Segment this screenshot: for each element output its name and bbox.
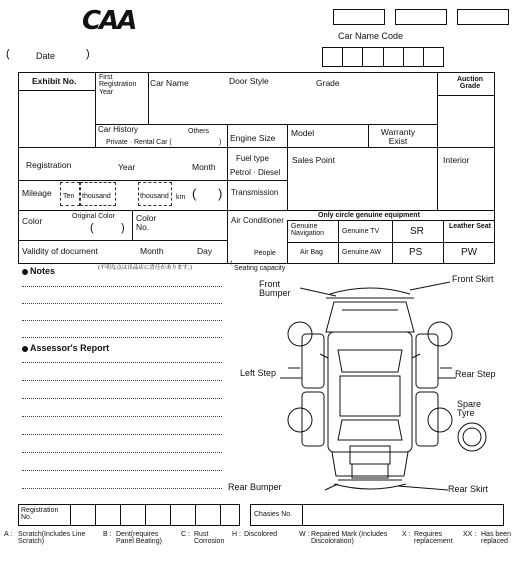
genuine-aw-label: Genuine AW <box>342 249 382 256</box>
grade-label: Grade <box>316 78 340 88</box>
registration-label: Registration <box>26 160 72 170</box>
others-label: Others <box>188 128 210 135</box>
mileage-thousand-label-2: thousand <box>140 193 169 200</box>
validity-day-label: Day <box>197 246 213 256</box>
legend-code-b: B : <box>103 531 112 538</box>
legend-text-h: Discolored <box>244 531 278 538</box>
legend-text-xx: Has been replaced <box>481 531 511 546</box>
notes-line[interactable] <box>22 303 222 304</box>
assessor-line[interactable] <box>22 488 222 489</box>
front-bumper-label: Front Bumper <box>259 279 291 299</box>
header-box-1[interactable] <box>333 9 385 25</box>
people-label: People <box>254 250 276 257</box>
legend-text-a: Scratch(Includes Line Scratch) <box>18 531 86 546</box>
date-label: Date <box>36 51 56 61</box>
sales-point-label: Sales Point <box>292 155 335 165</box>
assessor-line[interactable] <box>22 380 222 381</box>
original-color-label: Original Color <box>72 213 115 220</box>
date-paren-open: ( <box>6 48 10 60</box>
auction-grade-label: Auction Grade <box>456 76 484 91</box>
car-damage-diagram[interactable] <box>280 272 529 502</box>
assessor-line[interactable] <box>22 398 222 399</box>
mileage-ten-label: Ten <box>63 193 75 200</box>
validity-label: Validity of document <box>22 246 98 256</box>
legend-code-x: X : <box>402 531 411 538</box>
color-label: Color <box>22 216 43 226</box>
notes-line[interactable] <box>22 337 222 338</box>
door-style-label: Door Style <box>229 76 269 86</box>
registration-year-label: Year <box>118 162 136 172</box>
mileage-label: Mileage <box>22 188 52 198</box>
registration-no-label: Registration No. <box>21 507 59 522</box>
car-name-code-label: Car Name Code <box>338 31 404 41</box>
rear-skirt-label: Rear Skirt <box>448 484 489 494</box>
model-label: Model <box>291 128 315 138</box>
warranty-exist-label: Warranty Exist <box>380 127 416 146</box>
genuine-tv-label: Genuine TV <box>342 228 380 235</box>
notes-line[interactable] <box>22 286 222 287</box>
notes-header <box>22 266 55 276</box>
private-rental-close: ) <box>219 139 222 146</box>
original-color-paren-open: ( <box>90 222 94 234</box>
car-history-label: Car History <box>98 125 139 134</box>
notes-title: Notes <box>30 266 56 276</box>
mileage-thousand-label: thousand <box>82 193 111 200</box>
caa-logo: CAA <box>82 6 136 36</box>
legend-code-a: A : <box>4 531 13 538</box>
private-rental-label: Private · Rental Car ( <box>106 139 172 146</box>
assessor-header <box>22 343 109 353</box>
legend-text-w: Repaired Mark (Includes Discoloration) <box>311 531 388 546</box>
pw-label: PW <box>461 247 478 258</box>
assessor-title: Assessor's Report <box>30 343 110 353</box>
assessor-line[interactable] <box>22 416 222 417</box>
legend-code-xx: XX : <box>463 531 477 538</box>
only-circle-genuine-label: Only circle genuine equipment <box>318 212 420 219</box>
assessor-line[interactable] <box>22 452 222 453</box>
mileage-paren-close: ) <box>218 186 223 201</box>
ps-label: PS <box>409 247 423 258</box>
engine-size-label: Engine Size <box>230 133 276 143</box>
petrol-diesel-label: Petrol · Diesel <box>230 168 281 177</box>
notes-line[interactable] <box>22 320 222 321</box>
notes-bullet-icon <box>22 269 28 275</box>
registration-month-label: Month <box>192 162 216 172</box>
left-step-label: Left Step <box>240 368 277 378</box>
car-name-code-boxes[interactable] <box>322 47 444 67</box>
sr-label: SR <box>410 226 424 237</box>
legend-code-w: W : <box>299 531 310 538</box>
interior-label: Interior <box>443 155 470 165</box>
legend-text-b: Dent(requires Panel Beating) <box>116 531 162 546</box>
assessor-bullet-icon <box>22 346 28 352</box>
mileage-km-label: km <box>176 194 186 201</box>
assessor-line[interactable] <box>22 470 222 471</box>
leather-seat-label: Leather Seat <box>448 223 492 230</box>
rear-bumper-label: Rear Bumper <box>228 482 282 492</box>
validity-month-label: Month <box>140 246 164 256</box>
front-skirt-label: Front Skirt <box>452 274 494 284</box>
genuine-navigation-label: Genuine Navigation <box>291 223 325 238</box>
legend-text-c: Rust Corrosion <box>194 531 225 546</box>
air-bag-label: Air Bag <box>300 249 323 256</box>
legend-text-x: Requires replacement <box>414 531 453 546</box>
seating-capacity-label: Seating capacity <box>234 265 286 272</box>
chassis-no-label: Chasies No. <box>254 511 293 518</box>
header-box-2[interactable] <box>395 9 447 25</box>
original-color-paren-close: ) <box>121 222 125 234</box>
car-name-label: Car Name <box>150 78 189 88</box>
notes-hint: (不明な点は出品店に責任があります。) <box>98 265 192 271</box>
assessor-line[interactable] <box>22 362 222 363</box>
legend-code-h: H : <box>232 531 241 538</box>
rear-step-label: Rear Step <box>455 369 496 379</box>
first-registration-year-label: First Registration Year <box>99 74 137 96</box>
date-paren-close: ) <box>86 48 90 60</box>
air-conditioner-label: Air Conditioner <box>231 216 284 225</box>
spare-tyre-label: Spare Tyre <box>457 399 482 419</box>
assessor-line[interactable] <box>22 434 222 435</box>
fuel-type-label: Fuel type <box>236 154 269 163</box>
seating-capacity-arrow: ↑ <box>229 258 233 267</box>
header-box-3[interactable] <box>457 9 509 25</box>
color-no-label: Color No. <box>136 213 157 232</box>
legend-code-c: C : <box>181 531 190 538</box>
exhibit-no-label: Exhibit No. <box>32 76 77 86</box>
mileage-paren-open: ( <box>192 186 197 201</box>
transmission-label: Transmission <box>231 188 279 197</box>
